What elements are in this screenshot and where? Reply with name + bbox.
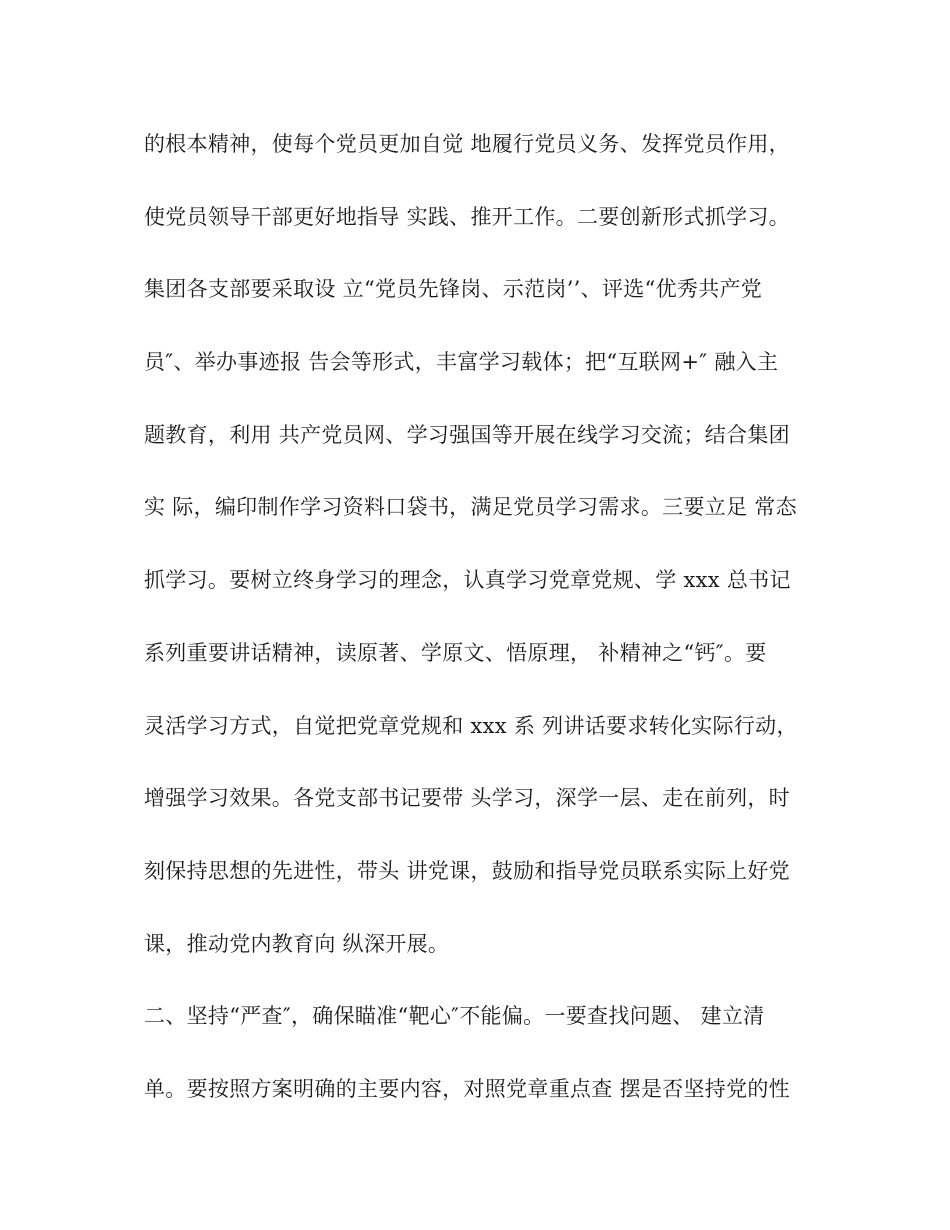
text-line-10: 增强学习效果。各党支部书记要带 头学习，深学一层、走在前列，时 xyxy=(144,786,790,811)
text-line-3: 集团各支部要采取设 立“党员先锋岗、示范岗’’、评选“优秀共产党 xyxy=(144,277,763,302)
text-line-5: 题教育，利用 共产党员网、学习强国等开展在线学习交流；结合集团 xyxy=(144,422,790,447)
body-text xyxy=(144,124,824,1142)
text-line-11: 刻保持思想的先进性，带头 讲党课，鼓励和指导党员联系实际上好党 xyxy=(144,858,790,883)
text-line-1: 的根本精神，使每个党员更加自觉 地履行党员义务、发挥党员作用， xyxy=(144,132,790,156)
text-line-12: 课，推动党内教育向 纵深开展。 xyxy=(144,931,450,956)
text-line-14: 单。要按照方案明确的主要内容，对照党章重点查 摆是否坚持党的性 xyxy=(144,1076,790,1101)
text-line-4: 员″、举办事迹报 告会等形式，丰富学习载体；把“互联网+″ 融入主 xyxy=(144,350,779,375)
text-line-13: 二、坚持“严查″，确保瞄准“靶心″不能偏。一要查找问题、 建立清 xyxy=(144,1004,765,1029)
text-line-7: 抓学习。要树立终身学习的理念，认真学习党章党规、学 xxx 总书记 xyxy=(144,568,791,593)
text-line-9: 灵活学习方式，自觉把党章党规和 xxx 系 列讲话要求转化实际行动， xyxy=(144,713,798,738)
text-line-2: 使党员领导干部更好地指导 实践、推开工作。二要创新形式抓学习。 xyxy=(144,204,790,229)
text-line-8: 系列重要讲话精神，读原著、学原文、悟原理， 补精神之“钙″。要 xyxy=(144,640,767,665)
text-line-6: 实 际，编印制作学习资料口袋书，满足党员学习需求。三要立足 常态 xyxy=(144,495,797,520)
